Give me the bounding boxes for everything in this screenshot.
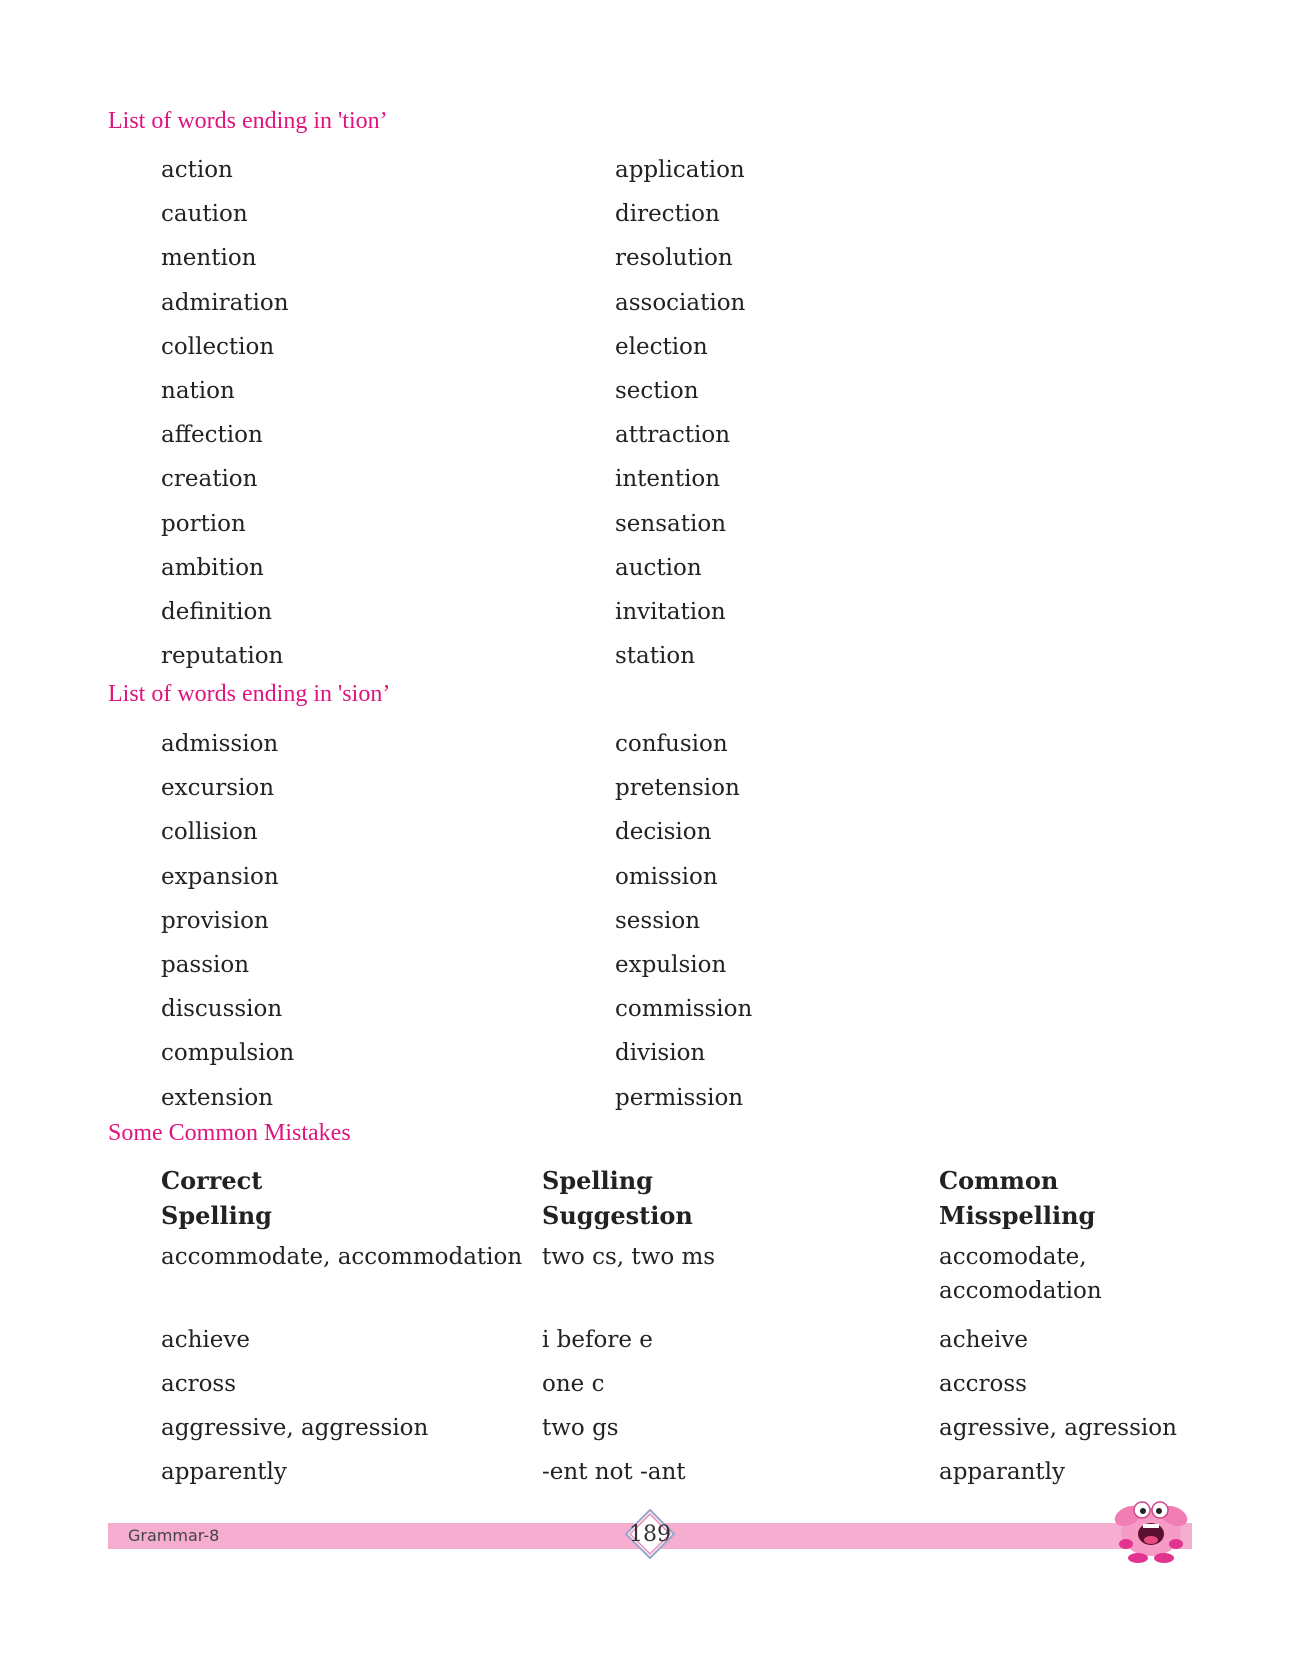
word-item: invitation (615, 598, 726, 625)
tion-word-list (161, 148, 801, 678)
word-item: division (615, 1040, 706, 1067)
misspelling-cell: agressive, agression (939, 1415, 1177, 1441)
word-item: excursion (161, 775, 275, 802)
word-item: admiration (161, 289, 289, 316)
word-item: creation (161, 466, 258, 493)
word-item: section (615, 377, 699, 404)
word-item: action (161, 157, 233, 183)
word-item: association (615, 289, 746, 316)
tion-heading: List of words ending in 'tion’ (108, 108, 388, 134)
word-item: decision (615, 819, 712, 846)
word-item: permission (615, 1084, 744, 1111)
word-item: provision (161, 907, 269, 934)
word-item: caution (161, 201, 248, 228)
word-item: election (615, 333, 708, 360)
word-item: confusion (615, 731, 728, 757)
word-item: commission (615, 996, 753, 1023)
word-item: station (615, 643, 696, 670)
table-row (161, 1318, 1191, 1362)
table-row (161, 1362, 1191, 1406)
word-item: collection (161, 333, 275, 360)
word-item: discussion (161, 996, 283, 1023)
suggestion-cell: two gs (542, 1415, 619, 1441)
word-item: ambition (161, 554, 264, 581)
suggestion-cell: -ent not -ant (542, 1459, 686, 1485)
word-item: passion (161, 951, 250, 978)
header-correct-spelling: Correct Spelling (161, 1166, 272, 1230)
word-item: session (615, 907, 701, 934)
word-item: attraction (615, 422, 731, 449)
misspelling-cell: acheive (939, 1327, 1028, 1353)
word-item: mention (161, 245, 257, 272)
page-number: 189 (629, 1522, 671, 1547)
header-spelling-suggestion: Spelling Suggestion (542, 1166, 693, 1230)
mistakes-table (161, 1163, 1191, 1494)
word-item: nation (161, 377, 235, 404)
book-title: Grammar-8 (128, 1526, 220, 1545)
suggestion-cell: one c (542, 1371, 605, 1397)
table-row (161, 1450, 1191, 1494)
mistakes-heading: Some Common Mistakes (108, 1120, 351, 1146)
table-row (161, 1233, 1191, 1318)
correct-spelling-cell: aggressive, aggression (161, 1415, 429, 1441)
word-item: definition (161, 598, 273, 625)
suggestion-cell: two cs, two ms (542, 1244, 716, 1270)
correct-spelling-cell: across (161, 1371, 237, 1397)
word-item: direction (615, 201, 720, 228)
word-item: resolution (615, 245, 733, 272)
word-item: portion (161, 510, 246, 537)
correct-spelling-cell: accommodate, accommodation (161, 1244, 523, 1270)
word-item: expansion (161, 863, 279, 890)
suggestion-cell: i before e (542, 1327, 653, 1353)
table-header-row (161, 1163, 1191, 1233)
word-item: application (615, 157, 745, 183)
word-item: sensation (615, 510, 727, 537)
word-item: reputation (161, 643, 284, 670)
misspelling-cell: apparantly (939, 1459, 1065, 1485)
header-common-misspelling: Common Misspelling (939, 1166, 1096, 1230)
misspelling-cell: accomodate, accomodation (939, 1244, 1102, 1304)
word-item: compulsion (161, 1040, 295, 1067)
word-item: pretension (615, 775, 740, 802)
sion-word-list (161, 722, 801, 1120)
table-row (161, 1406, 1191, 1450)
word-item: extension (161, 1084, 274, 1111)
sion-heading: List of words ending in 'sion’ (108, 681, 391, 707)
word-item: omission (615, 863, 718, 890)
monster-mascot-icon (1108, 1490, 1194, 1564)
correct-spelling-cell: apparently (161, 1459, 287, 1485)
misspelling-cell: accross (939, 1371, 1027, 1397)
word-item: auction (615, 554, 702, 581)
correct-spelling-cell: achieve (161, 1327, 250, 1353)
word-item: intention (615, 466, 721, 493)
word-item: collision (161, 819, 258, 846)
word-item: expulsion (615, 951, 727, 978)
word-item: affection (161, 422, 263, 449)
word-item: admission (161, 731, 279, 757)
